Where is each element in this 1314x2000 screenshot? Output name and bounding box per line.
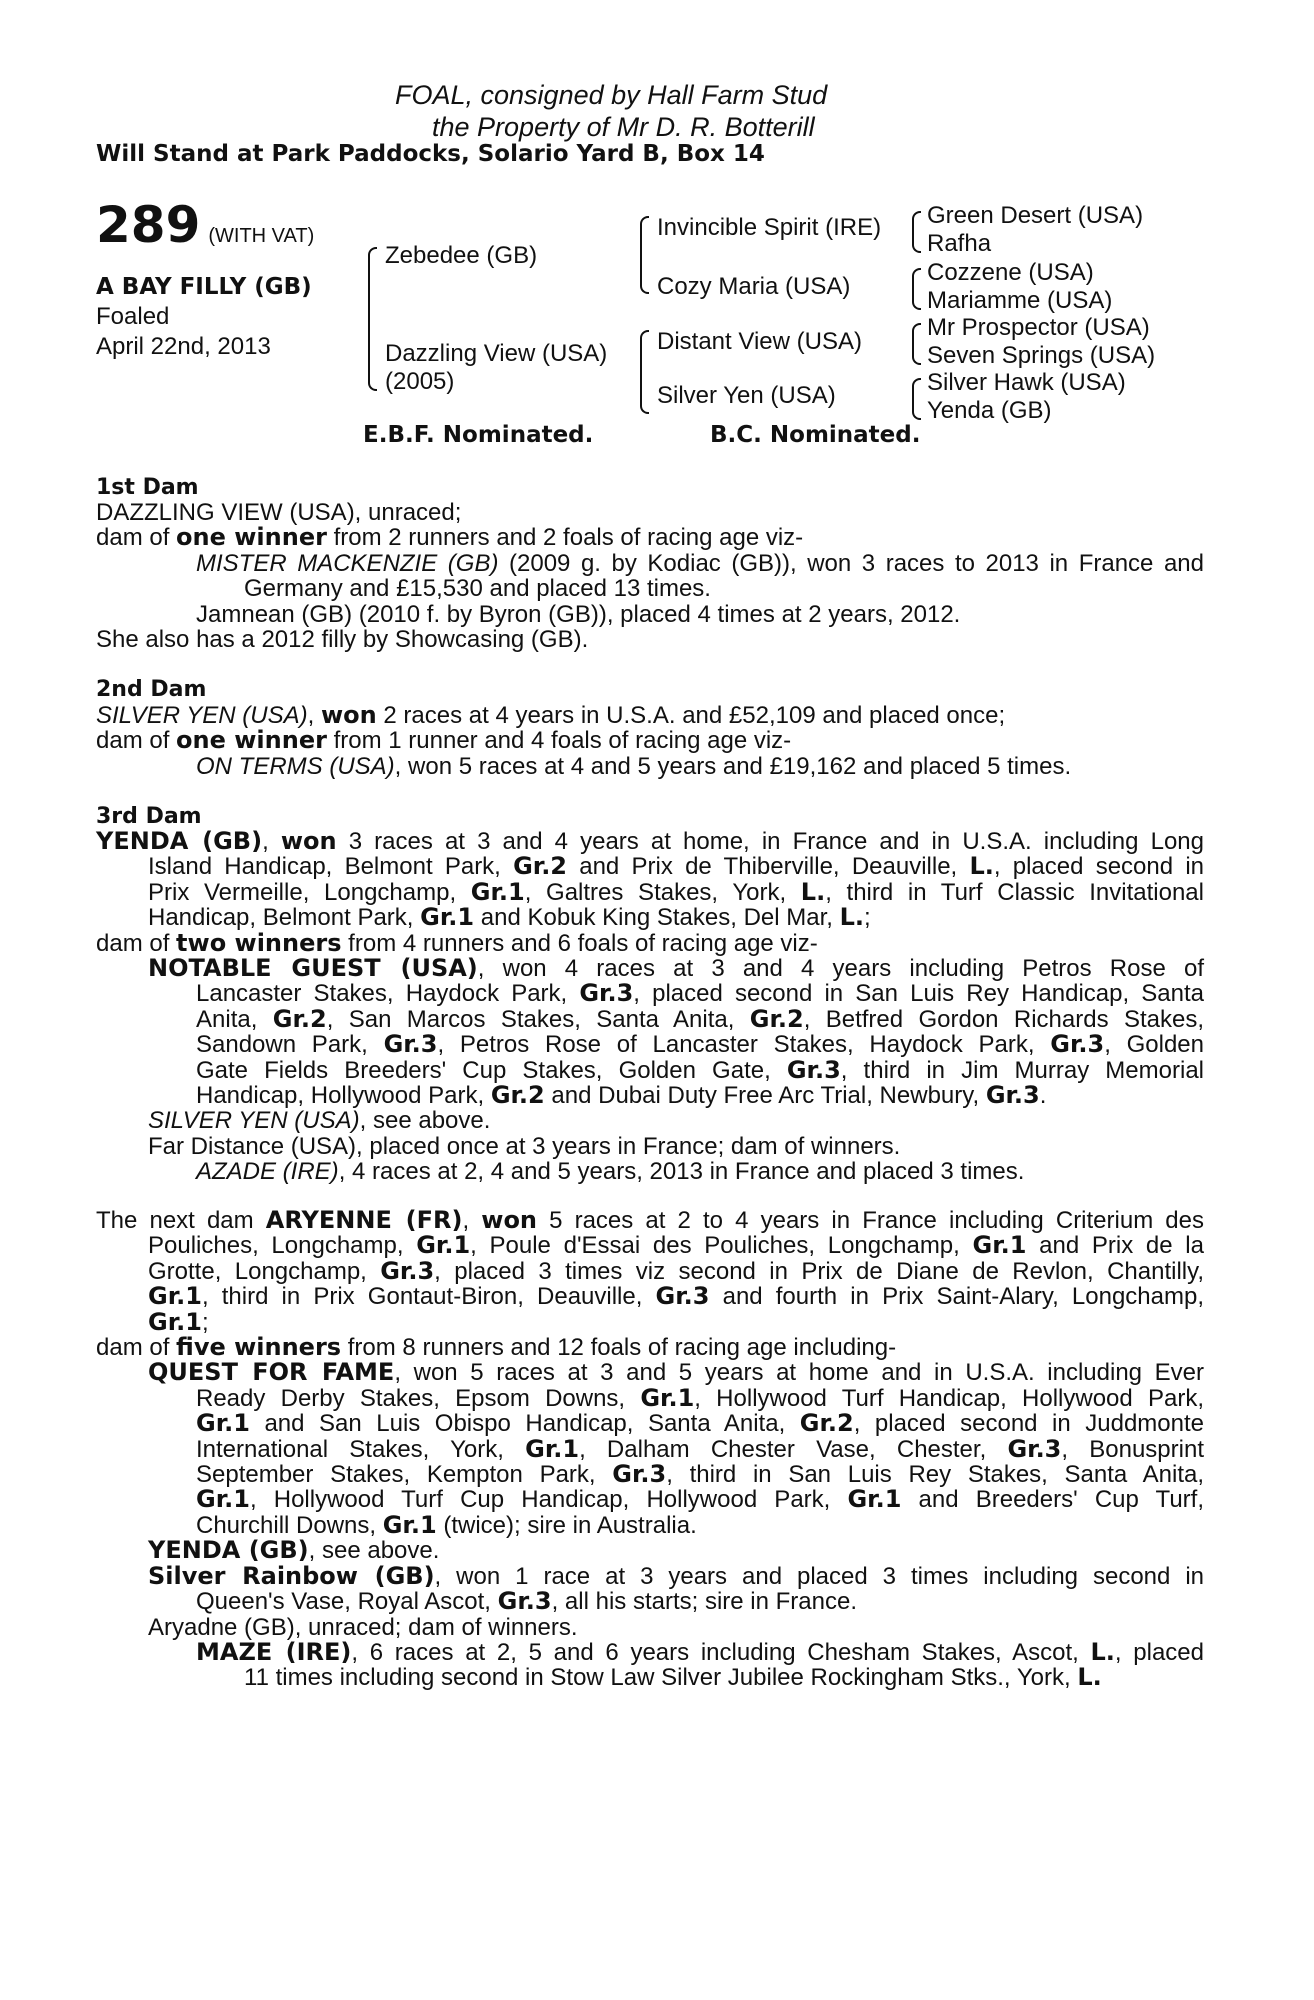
text-line: Sandown Park, Gr.3, Petros Rose of Lancaster Stakes, Haydock Park, Gr.3, Golden (196, 1030, 1204, 1059)
text-line: Prix Vermeille, Longchamp, Gr.1, Galtres Stakes, York, L., third in Turf Classic Invitational (148, 877, 1204, 906)
text-line: Lancaster Stakes, Haydock Park, Gr.3, placed second in San Luis Rey Handicap, Santa (196, 979, 1204, 1008)
first-dam-heading: 1st Dam (96, 475, 199, 500)
first-dam-section (96, 500, 1204, 652)
second-dam-section (96, 703, 1204, 779)
text-line: dam of two winners from 4 runners and 6 foals of racing age viz- (96, 928, 818, 957)
pedigree-ddd: Yenda (GB) (927, 397, 1052, 424)
second-dam-heading: 2nd Dam (96, 677, 207, 702)
text-line: dam of one winner from 2 runners and 2 foals of racing age viz- (96, 523, 804, 552)
progeny-entry: YENDA (GB), see above. (148, 1536, 440, 1565)
pedigree-sds: Cozzene (USA) (927, 259, 1094, 286)
pedigree-sire-sire: Invincible Spirit (IRE) (657, 214, 882, 241)
text-line: Gr.1 and San Luis Obispo Handicap, Santa Anita, Gr.2, placed second in Juddmonte (196, 1409, 1204, 1438)
text-line: Anita, Gr.2, San Marcos Stakes, Santa Anita, Gr.2, Betfred Gordon Richards Stakes, (196, 1004, 1204, 1033)
text-line: Grotte, Longchamp, Gr.3, placed 3 times viz second in Prix de Diane de Revlon, Chantilly, (148, 1256, 1204, 1285)
consignor-line: FOAL, consigned by Hall Farm Stud (395, 80, 828, 110)
next-dam-section (96, 1208, 1204, 1691)
progeny-entry: NOTABLE GUEST (USA), won 4 races at 3 and 4 years including Petros Rose of (148, 954, 1205, 983)
pedigree-dsd: Seven Springs (USA) (927, 342, 1156, 369)
text-line: Germany and £15,530 and placed 13 times. (244, 575, 711, 603)
progeny-entry: Far Distance (USA), placed once at 3 years in France; dam of winners. (148, 1132, 901, 1160)
pedigree-dam-sire: Distant View (USA) (657, 328, 862, 355)
brace-gp3 (912, 323, 921, 365)
text-line: The next dam ARYENNE (FR), won 5 races at 2 to 4 years in France including Criterium des (96, 1206, 1205, 1234)
text-line: Gr.1, third in Prix Gontaut-Biron, Deauville, Gr.3 and fourth in Prix Saint-Alary, Longchamp, (148, 1282, 1204, 1311)
brace-sire-parents (640, 216, 649, 294)
foaled-label: Foaled (96, 303, 170, 330)
third-dam-section (96, 829, 1204, 1185)
text-line: dam of one winner from 1 runner and 4 foals of racing age viz- (96, 726, 792, 755)
text-line: Island Handicap, Belmont Park, Gr.2 and Prix de Thiberville, Deauville, L., placed second in (148, 852, 1204, 881)
pedigree-dam: Dazzling View (USA) (385, 340, 608, 367)
text-line: Queen's Vase, Royal Ascot, Gr.3, all his starts; sire in France. (196, 1587, 858, 1616)
progeny-entry: AZADE (IRE), 4 races at 2, 4 and 5 years, 2013 in France and placed 3 times. (196, 1158, 1025, 1186)
progeny-entry: SILVER YEN (USA), see above. (148, 1107, 491, 1135)
bc-nominated: B.C. Nominated. (710, 422, 921, 448)
progeny-entry: QUEST FOR FAME, won 5 races at 3 and 5 years at home and in U.S.A. including Ever (148, 1358, 1204, 1387)
property-line: the Property of Mr D. R. Botterill (432, 112, 815, 142)
pedigree-dam-year: (2005) (385, 368, 455, 395)
pedigree-sss: Green Desert (USA) (927, 202, 1144, 229)
pedigree-ssd: Rafha (927, 230, 992, 257)
third-dam-heading: 3rd Dam (96, 804, 202, 829)
progeny-entry: Aryadne (GB), unraced; dam of winners. (148, 1613, 578, 1641)
text-line: DAZZLING VIEW (USA), unraced; (96, 499, 462, 526)
brace-dam-parents (640, 330, 649, 414)
progeny-entry: ON TERMS (USA), won 5 races at 4 and 5 years and £19,162 and placed 5 times. (196, 752, 1072, 780)
text-line: 11 times including second in Stow Law Silver Jubilee Rockingham Stks., York, L. (244, 1663, 1102, 1692)
text-line: Gate Fields Breeders' Cup Stakes, Golden Gate, Gr.3, third in Jim Murray Memorial (196, 1055, 1204, 1084)
lot-number-block (96, 196, 315, 254)
text-line: SILVER YEN (USA), won 2 races at 4 years in U.S.A. and £52,109 and placed once; (96, 701, 1006, 729)
progeny-entry: Silver Rainbow (GB), won 1 race at 3 years and placed 3 times including second in (148, 1561, 1204, 1590)
text-line: Handicap, Hollywood Park, Gr.2 and Dubai Duty Free Arc Trial, Newbury, Gr.3. (196, 1081, 1047, 1110)
pedigree-sire-dam: Cozy Maria (USA) (657, 273, 851, 300)
lot-number: 289 (96, 196, 201, 254)
pedigree-dam-dam: Silver Yen (USA) (657, 382, 836, 409)
text-line: YENDA (GB), won 3 races at 3 and 4 years at home, in France and in U.S.A. including Long (96, 827, 1204, 855)
brace-sire-dam (368, 247, 377, 391)
text-line: She also has a 2012 filly by Showcasing (GB). (96, 626, 589, 654)
text-line: Gr.1, Hollywood Turf Cup Handicap, Hollywood Park, Gr.1 and Breeders' Cup Turf, (196, 1485, 1204, 1514)
vat-label: (WITH VAT) (208, 225, 315, 247)
brace-gp1 (912, 211, 921, 253)
text-line: Ready Derby Stakes, Epsom Downs, Gr.1, Hollywood Turf Handicap, Hollywood Park, (196, 1383, 1205, 1412)
brace-gp4 (912, 378, 921, 420)
text-line: Gr.1; (148, 1307, 209, 1336)
stand-location: Will Stand at Park Paddocks, Solario Yard B, Box 14 (96, 141, 765, 167)
progeny-entry: MAZE (IRE), 6 races at 2, 5 and 6 years including Chesham Stakes, Ascot, L., placed (196, 1637, 1204, 1666)
text-line: Handicap, Belmont Park, Gr.1 and Kobuk King Stakes, Del Mar, L.; (148, 903, 871, 932)
lot-description (96, 272, 312, 362)
foaled-date: April 22nd, 2013 (96, 333, 271, 360)
pedigree-dss: Mr Prospector (USA) (927, 314, 1150, 341)
text-line: Pouliches, Longchamp, Gr.1, Poule d'Essai des Pouliches, Longchamp, Gr.1 and Prix de la (148, 1231, 1204, 1260)
text-line: dam of five winners from 8 runners and 12 foals of racing age including- (96, 1333, 897, 1362)
pedigree-sire: Zebedee (GB) (385, 242, 538, 269)
progeny-entry: Jamnean (GB) (2010 f. by Byron (GB)), placed 4 times at 2 years, 2012. (196, 600, 961, 628)
text-line: Churchill Downs, Gr.1 (twice); sire in Australia. (196, 1510, 697, 1539)
brace-gp2 (912, 268, 921, 310)
text-line: September Stakes, Kempton Park, Gr.3, third in San Luis Rey Stakes, Santa Anita, (196, 1460, 1204, 1489)
ebf-nominated: E.B.F. Nominated. (363, 422, 594, 448)
text-line: International Stakes, York, Gr.1, Dalham Chester Vase, Chester, Gr.3, Bonusprint (196, 1434, 1204, 1463)
pedigree-dds: Silver Hawk (USA) (927, 369, 1126, 396)
pedigree-sdd: Mariamme (USA) (927, 287, 1113, 314)
lot-title: A BAY FILLY (GB) (96, 274, 312, 300)
progeny-entry: MISTER MACKENZIE (GB) (2009 g. by Kodiac (GB)), won 3 races to 2013 in France and (196, 549, 1204, 577)
